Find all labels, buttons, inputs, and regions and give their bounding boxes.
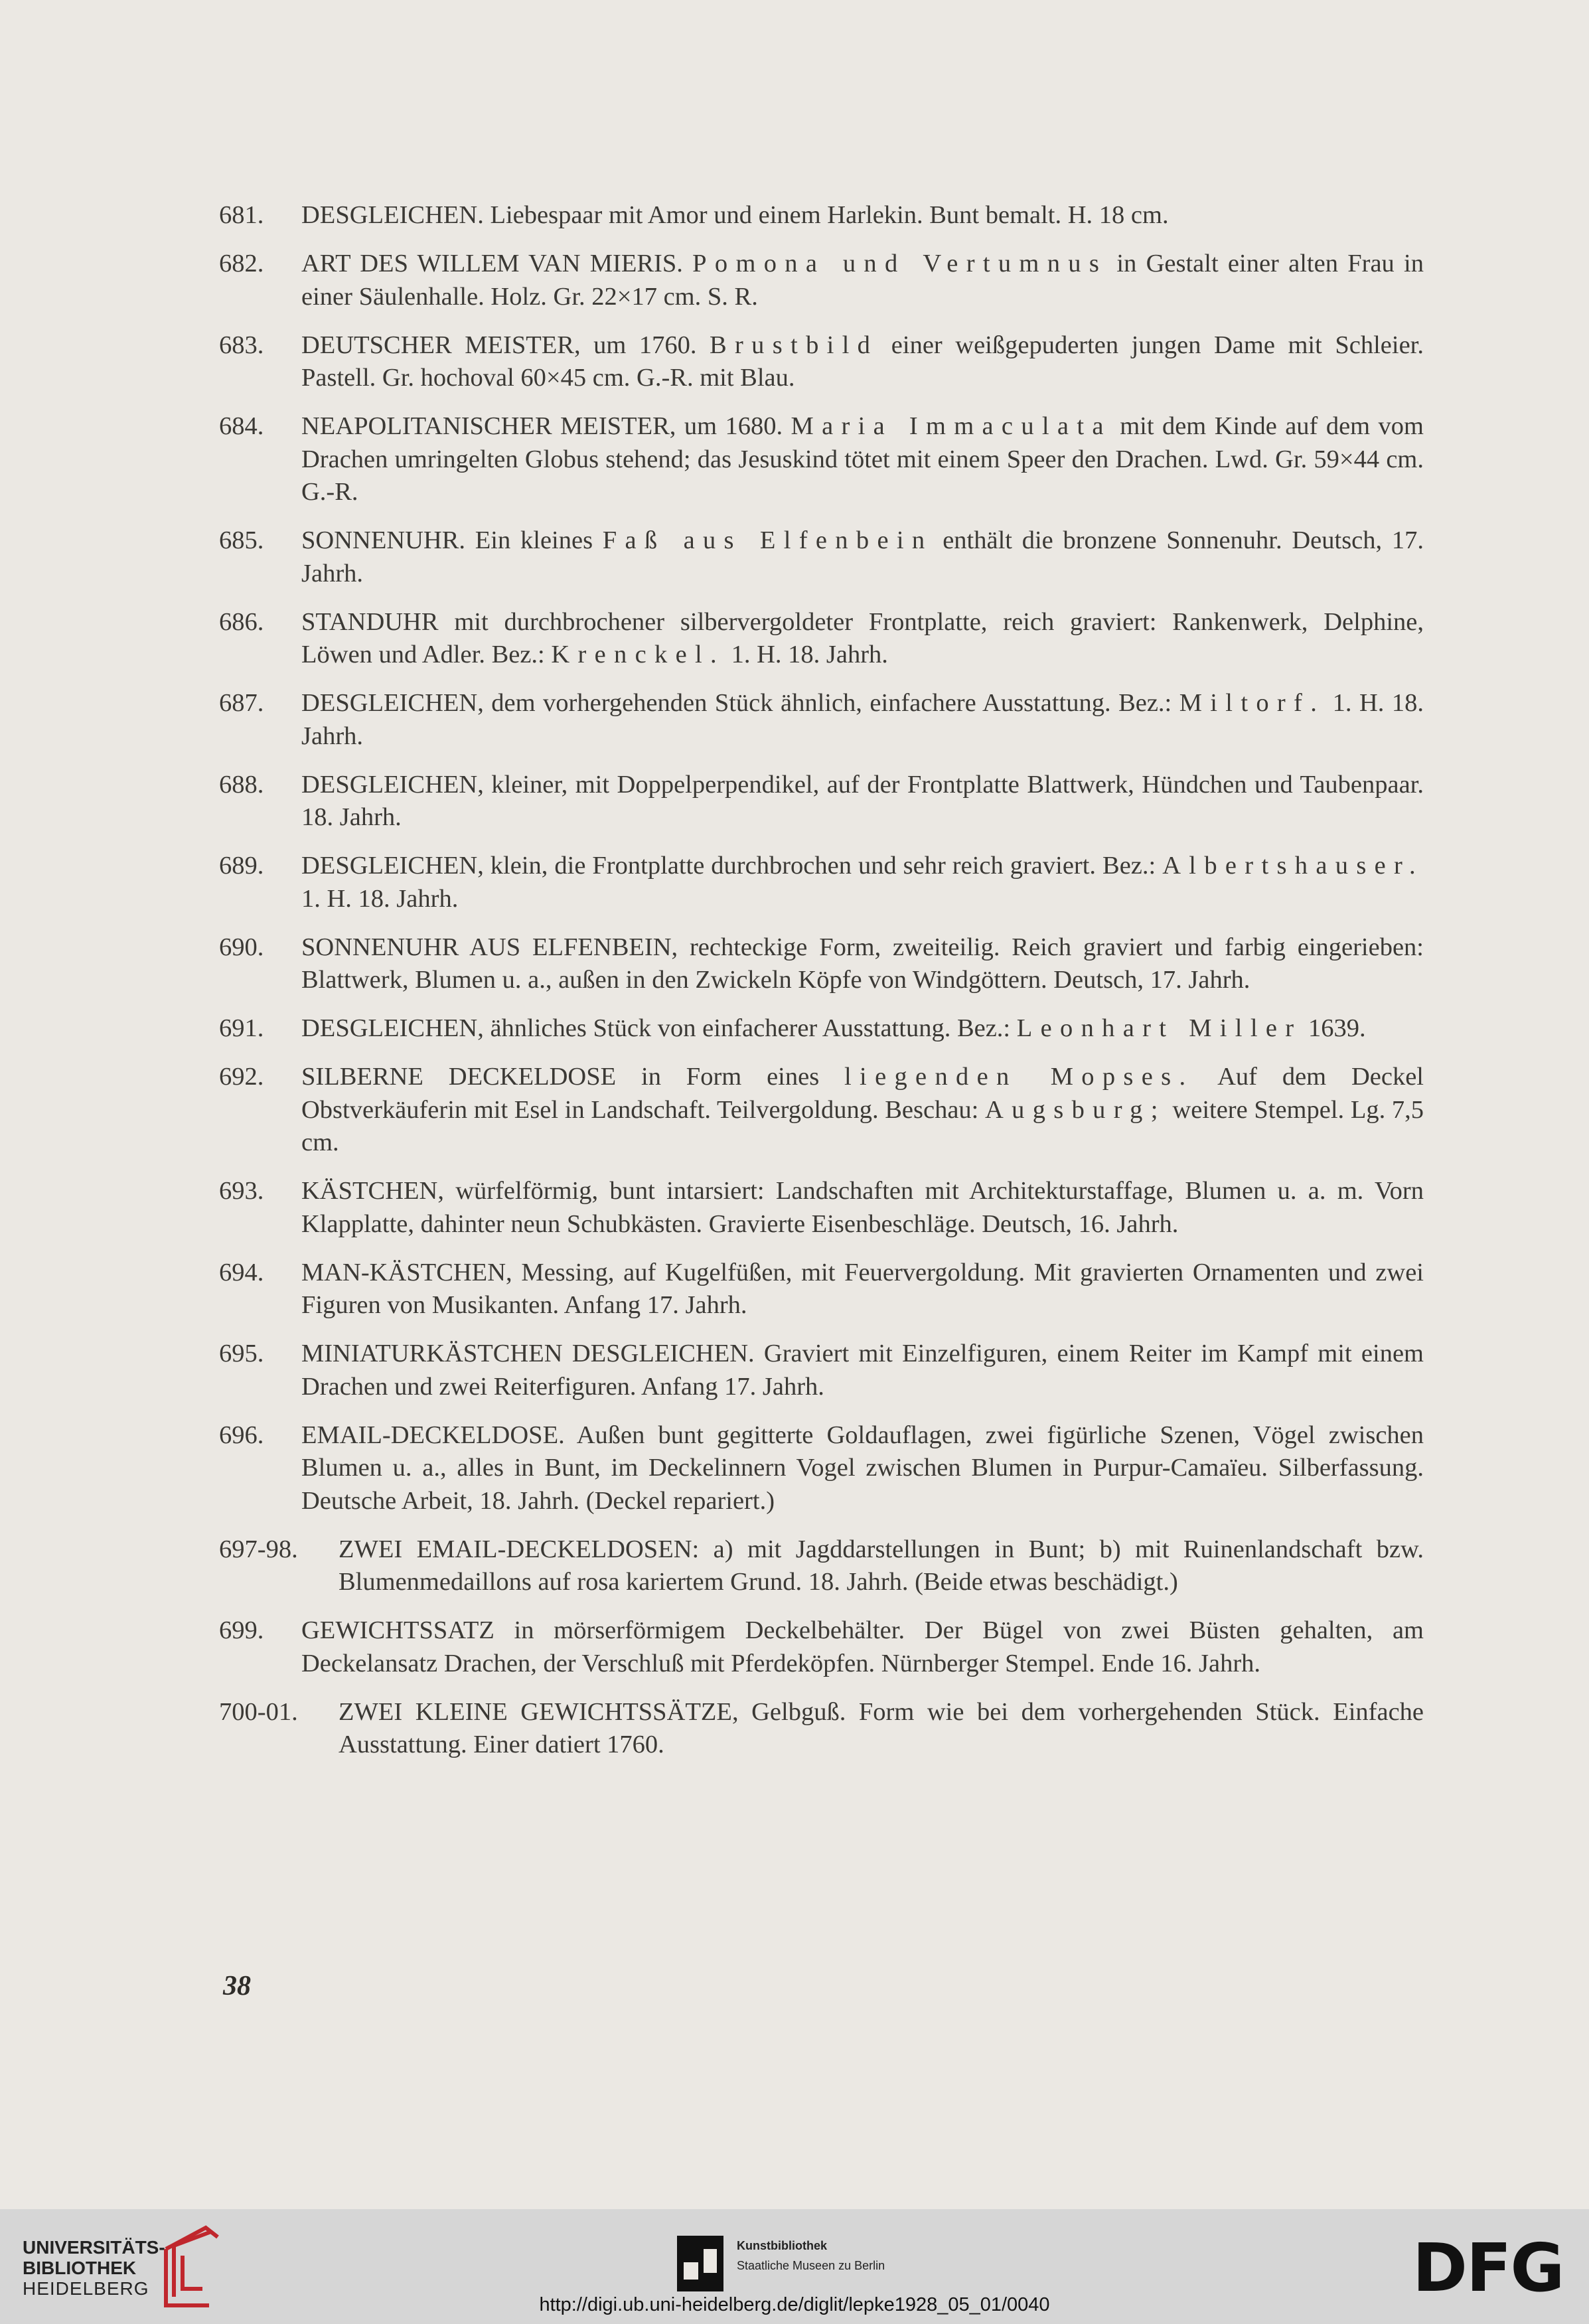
kb-line-2: Staatliche Museen zu Berlin (737, 2259, 885, 2272)
page-number: 38 (223, 1971, 251, 2001)
entry-text-part: DESGLEICHEN. Liebespaar mit Amor und einem Harlekin. Bunt bemalt. H. 18 cm. (301, 201, 1169, 229)
dfg-logo[interactable]: DFG (1412, 2229, 1564, 2307)
entry-text (301, 248, 1424, 313)
entry-text-part: einer weißgepuderten jungen Dame mit Schleier. Pastell. Gr. hochoval 60×45 cm. G.-R. mit Blau. (301, 331, 1424, 392)
entry-number: 692. (219, 1063, 264, 1091)
catalog-entry (219, 248, 1424, 313)
kunstbibliothek-logo-icon (677, 2236, 723, 2291)
entry-text-part: GEWICHTSSATZ in mörserförmigem Deckelbehälter. Der Bügel von zwei Büsten gehalten, am Deckelansatz Drachen, der Verschluß mit Pferdeköpfen. Nürnberger Stempel. Ende 16. Jahrh. (301, 1616, 1424, 1677)
entry-text-part: ZWEI KLEINE GEWICHTSSÄTZE, Gelbguß. Form wie bei dem vorhergehenden Stück. Einfache Ausstattung. Einer datiert 1760. (339, 1697, 1424, 1758)
kb-line-1: Kunstbibliothek (737, 2239, 827, 2252)
spaced-emphasis: Leonhart Miller (1016, 1014, 1302, 1042)
entry-number: 695. (219, 1340, 264, 1367)
entry-number: 682. (219, 250, 264, 277)
entry-number: 685. (219, 526, 264, 554)
entry-text (301, 1257, 1424, 1322)
entry-number: 681. (219, 201, 264, 229)
entry-text (301, 1061, 1424, 1160)
catalog-entry (219, 1696, 1424, 1762)
catalog-entry (219, 1614, 1424, 1680)
entry-text-part: SONNENUHR AUS ELFENBEIN, rechteckige Form, zweiteilig. Reich graviert und farbig eingerieben: Blattwerk, Blumen u. a., außen in den Zwickeln Köpfe von Windgöttern. Deutsch, 17. Jahrh. (301, 933, 1424, 994)
entry-text (301, 931, 1424, 997)
catalog-entry (219, 850, 1424, 915)
entry-text (301, 1614, 1424, 1680)
entry-text (301, 606, 1424, 672)
entry-text-part: 1. H. 18. Jahrh. (724, 641, 888, 668)
catalog-entry (219, 329, 1424, 395)
catalog-entry (219, 1175, 1424, 1241)
entry-number: 699. (219, 1616, 264, 1644)
entry-text (301, 199, 1424, 232)
catalog-entry (219, 1257, 1424, 1322)
entry-text (301, 329, 1424, 395)
entry-text-part: KÄSTCHEN, würfelförmig, bunt intarsiert: Landschaften mit Architekturstaffage, Blumen u. a. m. Vorn Klapplatte, dahinter neun Schubkästen. Gravierte Eisenbeschläge. Deutsch, 16. Jahrh. (301, 1177, 1424, 1238)
ub-logo-line-3: HEIDELBERG (23, 2278, 149, 2299)
kunstbibliothek-label[interactable] (737, 2236, 885, 2276)
entry-number: 690. (219, 933, 264, 961)
footer-bar (0, 2209, 1589, 2324)
catalog-entry (219, 199, 1424, 232)
entry-text (301, 1175, 1424, 1241)
catalog-entry (219, 931, 1424, 997)
catalog-entry (219, 1012, 1424, 1046)
spaced-emphasis: Augsburg; (985, 1095, 1166, 1124)
entry-text-part: 1. H. 18. Jahrh. (301, 689, 1424, 750)
spaced-emphasis: liegenden Mopses. (844, 1063, 1194, 1091)
entry-text-part: STANDUHR mit durchbrochener silbervergoldeter Frontplatte, reich graviert: Rankenwerk, Delphine, Löwen und Adler. Bez.: (301, 607, 1424, 668)
entry-text-part: DEUTSCHER MEISTER, um 1760. (301, 331, 710, 359)
entry-text-part: enthält die bronzene Sonnenuhr. Deutsch, 17. Jahrh. (301, 526, 1424, 587)
entry-text-part: MINIATURKÄSTCHEN DESGLEICHEN. Graviert mit Einzelfiguren, einem Reiter im Kampf mit einem Drachen und zwei Reiterfiguren. Anfang 17. Jahrh. (301, 1340, 1424, 1401)
entry-text (301, 524, 1424, 590)
entry-text (301, 1012, 1424, 1046)
entry-text-part: SILBERNE DECKELDOSE in Form eines (301, 1063, 845, 1091)
entry-text-part: ART DES WILLEM VAN MIERIS. (301, 250, 693, 277)
catalog-entry (219, 687, 1424, 753)
entry-text (301, 410, 1424, 509)
spaced-emphasis: Maria Immaculata (791, 412, 1112, 440)
entry-text (301, 1419, 1424, 1518)
entry-text-part: DESGLEICHEN, ähnliches Stück von einfacherer Ausstattung. Bez.: (301, 1014, 1017, 1042)
catalog-entry (219, 410, 1424, 509)
entry-number: 694. (219, 1258, 264, 1286)
spaced-emphasis: Pomona und Vertumnus (692, 250, 1108, 277)
spaced-emphasis: Krenckel. (551, 641, 725, 668)
spaced-emphasis: Miltorf. (1179, 689, 1325, 717)
entry-text-part: Auf dem Deckel Obstverkäuferin mit Esel in Landschaft. Teilvergoldung. Beschau: (301, 1063, 1424, 1124)
entry-text-part: weitere Stempel. Lg. 7,5 cm. (301, 1095, 1424, 1156)
entry-text (301, 769, 1424, 834)
entry-text-part: mit dem Kinde auf dem vom Drachen umringelten Globus stehend; das Jesuskind tötet mit einem Speer den Drachen. Lwd. Gr. 59×44 cm. G.-R. (301, 412, 1424, 506)
entry-number: 700-01. (219, 1697, 298, 1726)
entry-number: 688. (219, 770, 264, 799)
entry-text-part: EMAIL-DECKELDOSE. Außen bunt gegitterte Goldauflagen, zwei figürliche Szenen, Vögel zwischen Blumen u. a., alles in Bunt, im Deckelinnern Vogel zwischen Blumen in Purpur-Camaïeu. Silberfassung. Deutsche Arbeit, 18. Jahrh. (Deckel repariert.) (301, 1421, 1424, 1515)
permalink-url[interactable]: http://digi.ub.uni-heidelberg.de/diglit/lepke1928_05_01/0040 (539, 2294, 1050, 2315)
entry-text-part: DESGLEICHEN, dem vorhergehenden Stück ähnlich, einfachere Ausstattung. Bez.: (301, 689, 1179, 717)
entry-number: 696. (219, 1421, 264, 1449)
entry-number: 693. (219, 1177, 264, 1205)
entry-number: 689. (219, 852, 264, 880)
entry-text-part: 1639. (1302, 1014, 1366, 1042)
entry-text-part: SONNENUHR. Ein kleines (301, 526, 603, 554)
spaced-emphasis: Faß aus Elfenbein (602, 526, 933, 554)
entry-text-part: NEAPOLITANISCHER MEISTER, um 1680. (301, 412, 791, 440)
catalog-entry (219, 524, 1424, 590)
entry-number: 684. (219, 412, 264, 440)
ub-logo-line-2: BIBLIOTHEK (23, 2258, 137, 2278)
catalog-entry (219, 1419, 1424, 1518)
ub-heidelberg-logo[interactable] (23, 2237, 165, 2299)
entry-text (339, 1696, 1424, 1762)
entry-text-part: ZWEI EMAIL-DECKELDOSEN: a) mit Jagddarstellungen in Bunt; b) mit Ruinenlandschaft bzw. Blumenmedaillons auf rosa kariertem Grund. 18. Jahrh. (Beide etwas beschädigt.) (339, 1535, 1424, 1596)
catalog-entry (219, 1061, 1424, 1160)
entry-number: 697-98. (219, 1535, 298, 1563)
entry-number: 687. (219, 689, 264, 717)
catalog-entry (219, 606, 1424, 672)
entry-text (301, 687, 1424, 753)
catalog-entry (219, 769, 1424, 834)
entry-text (301, 850, 1424, 915)
entry-number: 691. (219, 1014, 264, 1042)
entry-text-part: MAN-KÄSTCHEN, Messing, auf Kugelfüßen, mit Feuervergoldung. Mit gravierten Ornamenten und zwei Figuren von Musikanten. Anfang 17. Jahrh. (301, 1258, 1424, 1319)
spaced-emphasis: Albertshauser. (1162, 852, 1424, 880)
entry-number: 683. (219, 331, 264, 359)
catalog-entries (219, 199, 1424, 1777)
catalog-entry (219, 1338, 1424, 1403)
entry-number: 686. (219, 607, 264, 636)
entry-text-part: 1. H. 18. Jahrh. (301, 884, 459, 913)
entry-text (339, 1533, 1424, 1599)
spaced-emphasis: Brustbild (710, 331, 879, 359)
entry-text-part: DESGLEICHEN, kleiner, mit Doppelperpendikel, auf der Frontplatte Blattwerk, Hündchen und Taubenpaar. 18. Jahrh. (301, 770, 1424, 831)
entry-text (301, 1338, 1424, 1403)
ub-logo-line-1: UNIVERSITÄTS- (23, 2237, 165, 2258)
catalog-entry (219, 1533, 1424, 1599)
entry-text-part: DESGLEICHEN, klein, die Frontplatte durchbrochen und sehr reich graviert. Bez.: (301, 852, 1163, 880)
entry-text-part: in Gestalt einer alten Frau in einer Säulenhalle. Holz. Gr. 22×17 cm. S. R. (301, 250, 1424, 311)
